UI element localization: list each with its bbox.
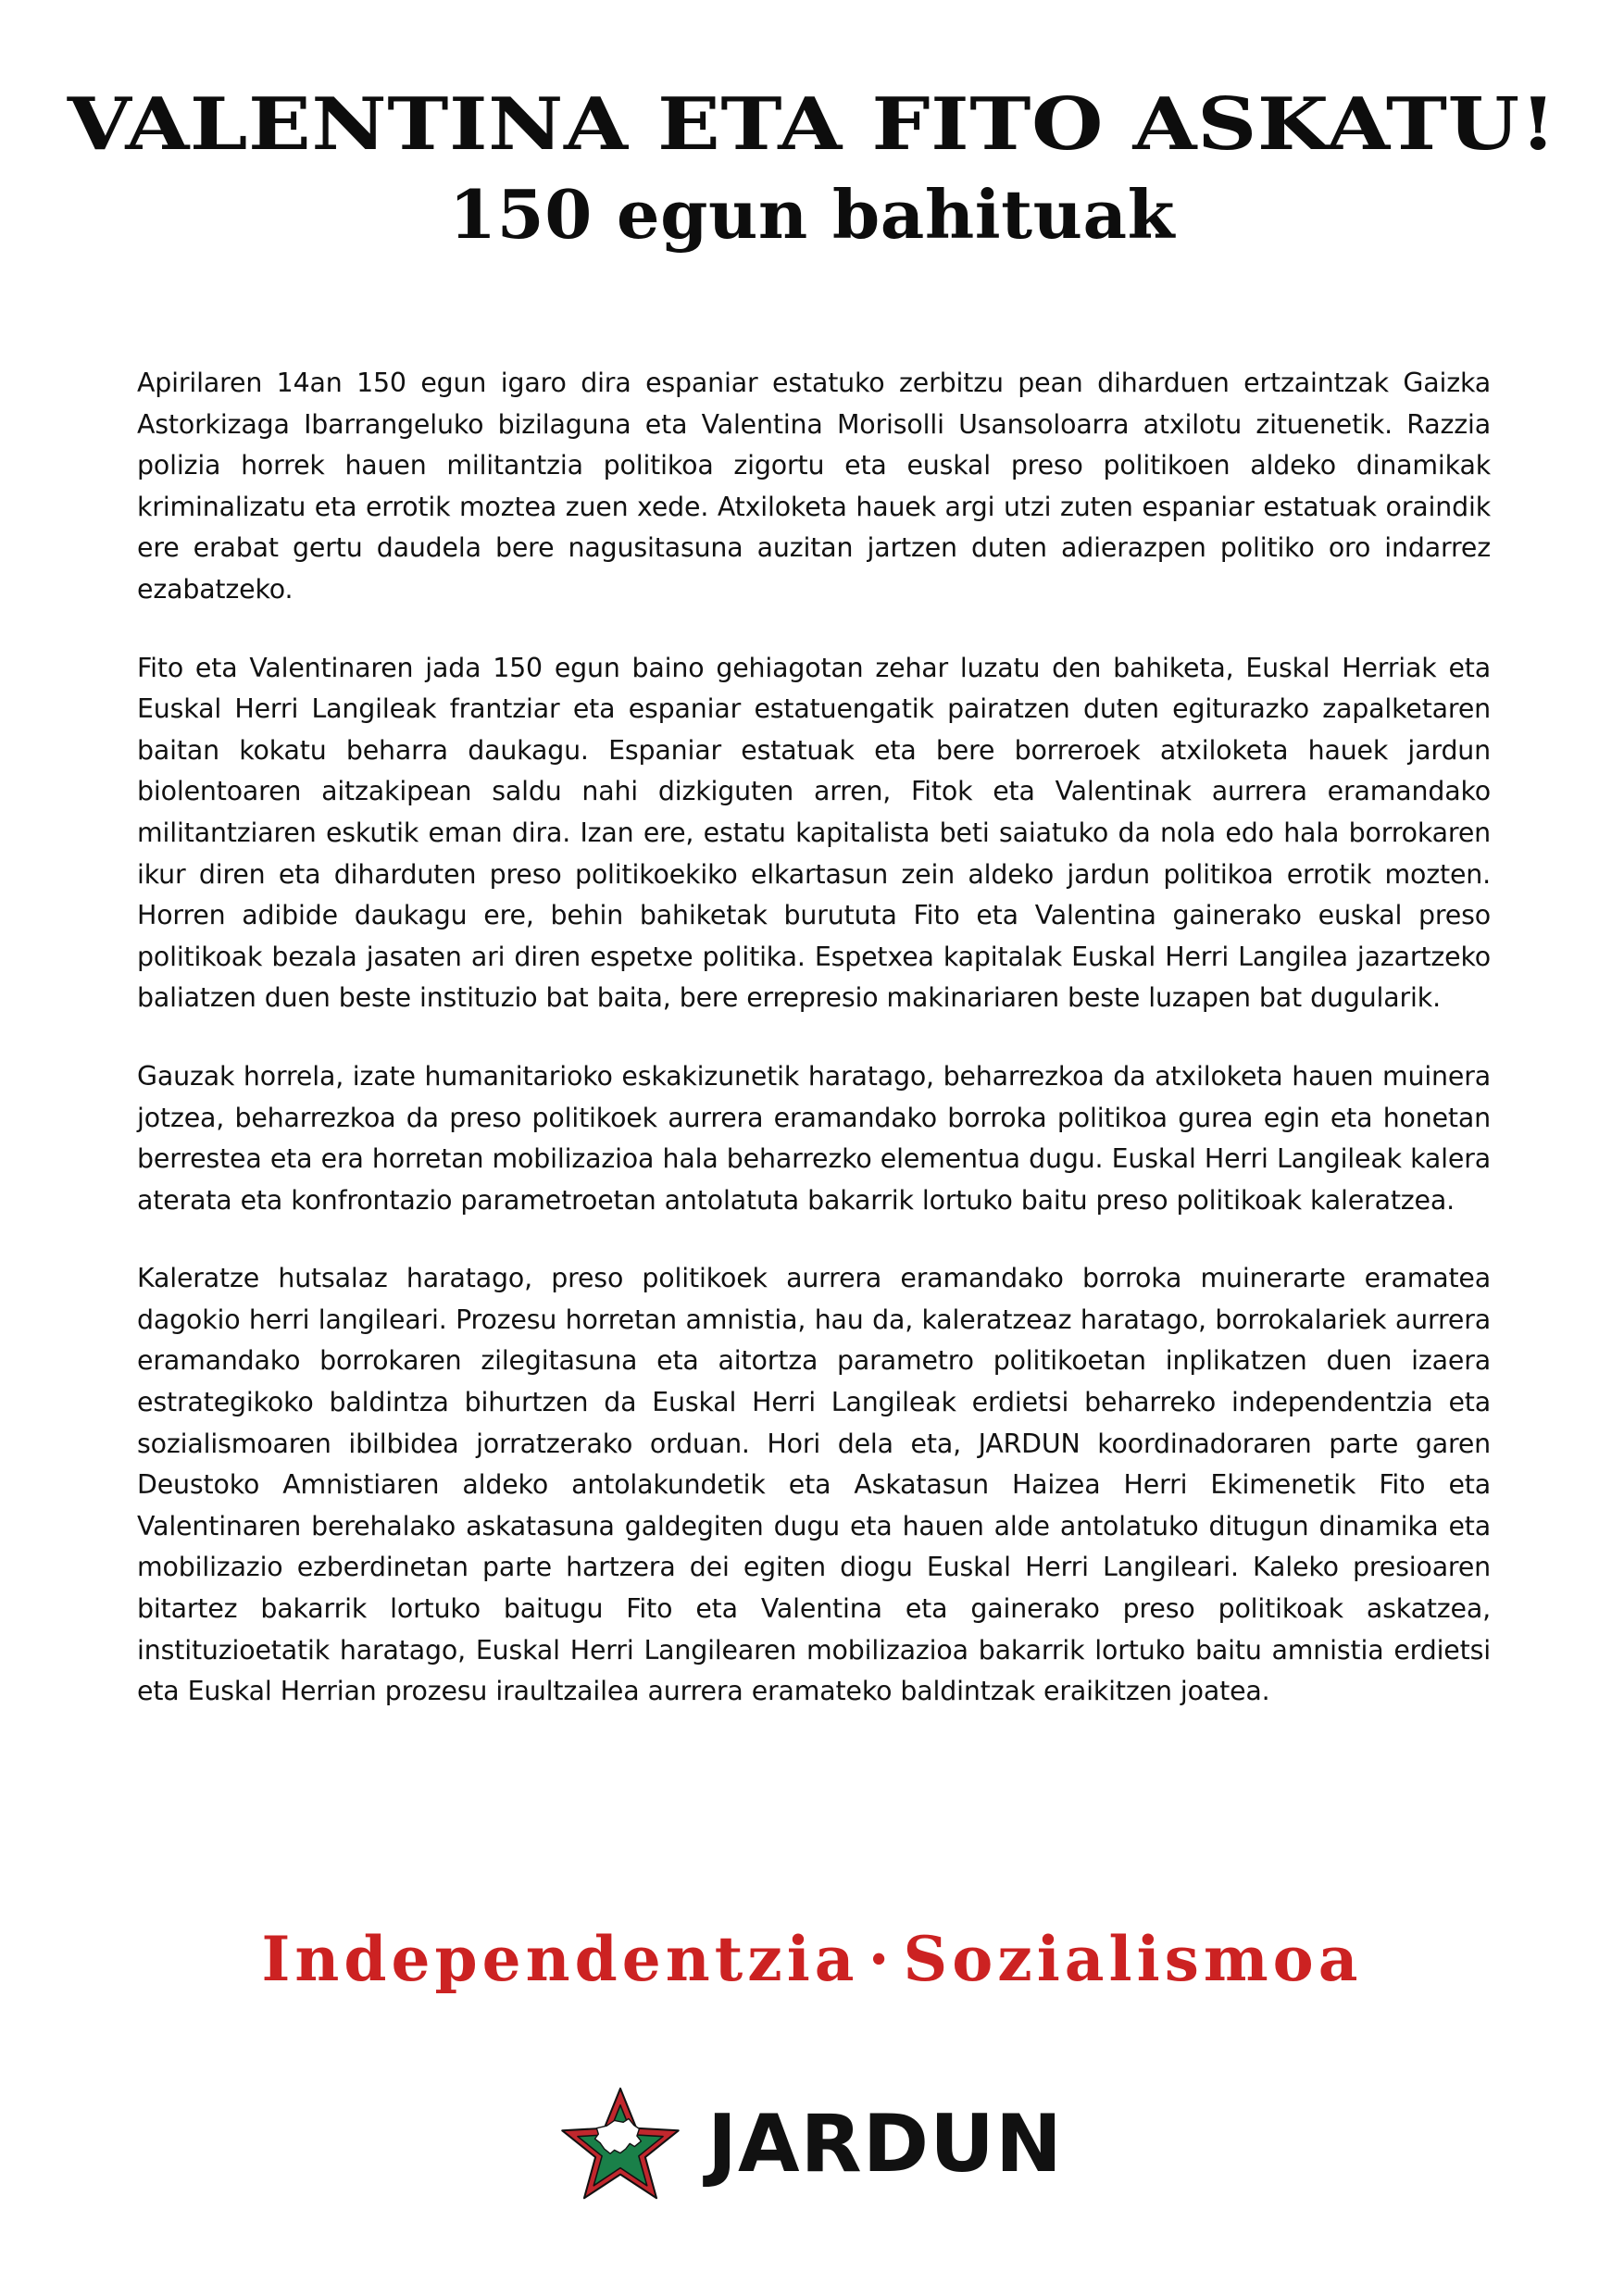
body-paragraph-2: Fito eta Valentinaren jada 150 egun baino gehiagotan zehar luzatu den bahiketa, Euskal Herriak eta Euskal Herri Langileak frantziar eta espaniar estatuengatik pairatzen duten egiturazko zapalketaren baitan kokatu beharra daukagu. Espaniar estatuak eta bere borreroek atxiloketa hauek jardun biolentoaren aitzakipean saldu nahi dizkiguten arren, Fitok eta Valentinak aurrera eramandako militantziaren eskutik eman dira. Izan ere, estatu kapitalista beti saiatuko da nola edo hala borrokaren ikur diren eta diharduten preso politikoekiko elkartasun zein aldeko jardun politikoa errotik mozten. Horren adibide daukagu ere, behin bahiketak burututa Fito eta Valentina gainerako euskal preso politikoak bezala jasaten ari diren espetxe politika. Espetxea kapitalak Euskal Herri Langilea jazartzeko baliatzen duen beste instituzio bat baita, bere errepresio makinariaren beste luzapen bat dugularik. [137, 652, 1491, 1014]
body-paragraph-4: Kaleratze hutsalaz haratago, preso politikoek aurrera eramandako borroka muinerarte eramatea dagokio herri langileari. Prozesu horretan amnistia, hau da, kaleratzeaz haratago, borrokalariek aurrera eramandako borrokaren zilegitasuna eta aitortza parametro politikoetan inplikatzen duen izaera estrategikoko baldintza bihurtzen da Euskal Herri Langileak erdietsi beharreko independentzia eta sozialismoaren ibilbidea jorratzerako orduan. Hori dela eta, JARDUN koordinadoraren parte garen Deustoko Amnistiaren aldeko antolakundetik eta Askatasun Haizea Herri Ekimenetik Fito eta Valentinaren berehalako askatasuna galdegiten dugu eta hauen alde antolatuko ditugun dinamika eta mobilizazio ezberdinetan parte hartzera dei egiten diogu Euskal Herri Langileari. Kaleko presioaren bitartez bakarrik lortuko baitugu Fito eta Valentina eta gainerako preso politikoak askatzea, instituzioetatik haratago, Euskal Herri Langilearen mobilizazioa bakarrik lortuko baitu amnistia erdietsi eta Euskal Herrian prozesu iraultzailea aurrera eramateko baldintzak eraikitzen joatea. [137, 1263, 1491, 1707]
headline-block [0, 82, 1624, 254]
body-paragraph-3: Gauzak horrela, izate humanitarioko eskakizunetik haratago, beharrezkoa da atxiloketa hauen muinera jotzea, beharrezkoa da preso politikoek aurrera eramandako borroka politikoa gurea egin eta honetan berrestea eta era horretan mobilizazioa hala beharrezko elementua dugu. Euskal Herri Langileak kalera aterata eta konfrontazio parametroetan antolatuta bakarrik lortuko baitu preso politikoak kaleratzea. [137, 1060, 1491, 1216]
body-paragraph-1: Apirilaren 14an 150 egun igaro dira espaniar estatuko zerbitzu pean diharduen ertzaintzak Gaizka Astorkizaga Ibarrangeluko bizilaguna eta Valentina Morisolli Usansoloarra atxilotu zituenetik. Razzia polizia horrek hauen militantzia politikoa zigortu eta euskal preso politikoen aldeko dinamikak kriminalizatu eta errotik moztea zuen xede. Atxiloketa hauek argi utzi zuten espaniar estatuak oraindik ere erabat gertu daudela bere nagusitasuna auzitan jartzen duten adierazpen politiko oro indarrez ezabatzeko. [137, 368, 1491, 605]
slogan-left-text: Independentzia [261, 1923, 859, 1995]
logo-wordmark: JARDUN [707, 2098, 1063, 2190]
logo-lockup [0, 2085, 1624, 2203]
slogan-separator-dot: · [868, 1923, 894, 1995]
basque-star-logo-icon [561, 2085, 680, 2203]
slogan-banner [0, 1923, 1624, 1995]
headline-primary: VALENTINA ETA FITO ASKATU! [67, 82, 1557, 167]
headline-secondary: 150 egun bahituak [449, 175, 1175, 254]
slogan-right-text: Sozialismoa [903, 1923, 1363, 1995]
body-copy [137, 363, 1491, 1713]
